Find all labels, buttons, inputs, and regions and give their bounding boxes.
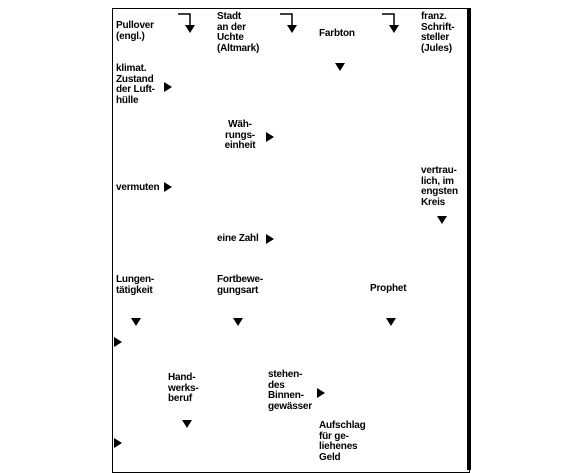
arrow-right-icon <box>317 388 325 398</box>
cell-r6-c3[interactable] <box>265 316 317 368</box>
arrow-right-icon <box>266 132 274 142</box>
cell-r2-c5[interactable] <box>367 112 419 164</box>
cell-r5-c3[interactable] <box>265 265 317 317</box>
clue-klimat: klimat. Zustand der Luft- hülle <box>112 61 164 113</box>
cell-r3-c4[interactable] <box>316 163 368 215</box>
cell-r8-c2[interactable] <box>214 418 266 473</box>
clue-vertraulich: vertrau- lich, im engsten Kreis <box>418 163 470 215</box>
cell-r1-c5[interactable] <box>367 61 419 113</box>
cell-r7-c2[interactable] <box>214 367 266 419</box>
clue-prophet: Prophet <box>367 265 419 317</box>
cell-r2-c6[interactable] <box>418 112 470 164</box>
cell-r1-c2[interactable] <box>214 61 266 113</box>
clue-aufschlag: Aufschlag für ge- liehenes Geld <box>316 418 368 473</box>
cell-r6-c4[interactable] <box>316 316 368 368</box>
clue-schriftsteller: franz. Schrift- steller (Jules) <box>418 8 470 62</box>
clue-fortbewegung: Fortbewe- gungsart <box>214 265 266 317</box>
clue-pullover: Pullover (engl.) <box>112 8 164 62</box>
cell-r5-c1[interactable] <box>163 265 215 317</box>
clue-stadt: Stadt an der Uchte (Altmark) <box>214 8 266 62</box>
cell-r6-c1[interactable] <box>163 316 215 368</box>
cell-r2-c0[interactable] <box>112 112 164 164</box>
arrow-down-icon <box>233 318 243 326</box>
cell-r3-c3[interactable] <box>265 163 317 215</box>
grid-frame-right <box>467 8 471 470</box>
clue-farbton: Farbton <box>316 8 368 62</box>
clue-vermuten: vermuten <box>112 163 164 215</box>
arrow-right-icon <box>114 337 122 347</box>
cell-r5-c4[interactable] <box>316 265 368 317</box>
arrow-down-icon <box>182 420 192 428</box>
cell-r4-c4[interactable] <box>316 214 368 266</box>
arrow-down-icon <box>437 216 447 224</box>
cell-r3-c2[interactable] <box>214 163 266 215</box>
arrow-down-icon <box>386 318 396 326</box>
bent-arrow-icon <box>176 12 200 34</box>
bent-arrow-icon <box>278 12 302 34</box>
arrow-right-icon <box>164 182 172 192</box>
cell-r6-c6[interactable] <box>418 316 470 368</box>
cell-r2-c1[interactable] <box>163 112 215 164</box>
bent-arrow-icon <box>380 12 404 34</box>
arrow-right-icon <box>164 82 172 92</box>
cell-r8-c5[interactable] <box>367 418 419 473</box>
cell-r7-c0[interactable] <box>112 367 164 419</box>
cell-r4-c5[interactable] <box>367 214 419 266</box>
cell-r1-c3[interactable] <box>265 61 317 113</box>
clue-waehrung: Wäh- rungs- einheit <box>214 112 266 164</box>
clue-handwerk: Hand- werks- beruf <box>163 367 215 419</box>
cell-r4-c1[interactable] <box>163 214 215 266</box>
arrow-right-icon <box>114 438 122 448</box>
arrow-right-icon <box>266 234 274 244</box>
arrow-down-icon <box>131 318 141 326</box>
arrow-down-icon <box>335 63 345 71</box>
cell-r8-c3[interactable] <box>265 418 317 473</box>
cell-r2-c4[interactable] <box>316 112 368 164</box>
cell-r7-c5[interactable] <box>367 367 419 419</box>
crossword-grid <box>112 8 470 473</box>
clue-gewaesser: stehen- des Binnen- gewässer <box>265 367 317 419</box>
cell-r7-c6[interactable] <box>418 367 470 419</box>
clue-zahl: eine Zahl <box>214 214 266 266</box>
clue-lungen: Lungen- tätigkeit <box>112 265 164 317</box>
cell-r3-c5[interactable] <box>367 163 419 215</box>
cell-r5-c6[interactable] <box>418 265 470 317</box>
cell-r4-c0[interactable] <box>112 214 164 266</box>
cell-r8-c6[interactable] <box>418 418 470 473</box>
cell-r1-c6[interactable] <box>418 61 470 113</box>
